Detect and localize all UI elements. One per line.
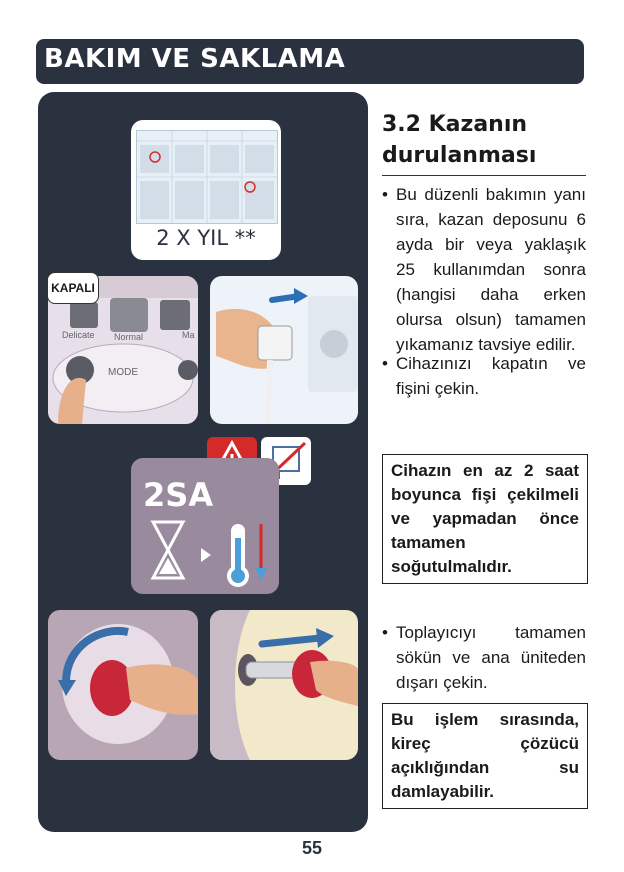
knob-pull-image <box>210 610 358 760</box>
mode-button-label: MODE <box>108 367 138 378</box>
warning-box: Cihazın en az 2 saat boyunca fişi çekilmeli ve yapmadan önce tamamen soğutulmalıdır. <box>382 454 588 584</box>
page-number: 55 <box>301 838 323 858</box>
bullet-dot: • <box>382 623 388 642</box>
bullet-text: Toplayıcıyı tamamen sökün ve ana üniteden dışarı çekin. <box>396 623 586 692</box>
knob-pull-illustration <box>210 610 358 760</box>
mode-label-delicate: Delicate <box>62 330 95 340</box>
note-box: Bu işlem sırasında, kireç çözücü açıklığından su damlayabilir. <box>382 703 588 809</box>
section-title: 3.2 Kazanın durulanması <box>382 109 586 176</box>
plug-illustration <box>210 276 358 424</box>
power-off-badge: KAPALI <box>47 272 99 304</box>
bullet-item <box>382 182 586 357</box>
mode-label-normal: Normal <box>114 332 144 342</box>
cooldown-illustration <box>131 458 279 594</box>
bullet-text: Cihazınızı kapatın ve fişini çekin. <box>396 354 586 398</box>
calendar-label: 2 X YIL ** <box>156 226 256 250</box>
header-title: BAKIM VE SAKLAMA <box>44 44 346 74</box>
knob-rotate-illustration <box>48 610 198 760</box>
knob-rotate-image <box>48 610 198 760</box>
bullet-item <box>382 620 586 695</box>
arrow-right-icon <box>201 548 211 562</box>
calendar-icon <box>137 131 277 223</box>
cooldown-card <box>131 458 279 594</box>
bullet-item <box>382 351 586 401</box>
bullet-dot: • <box>382 185 388 204</box>
bullet-text: Bu düzenli bakımın yanı sıra, kazan deposunu 6 ayda bir veya yaklaşık 25 kullanımdan sonra (hangisi daha erken olursa olsun) tamamen yıkamanız tavsiye edilir. <box>396 185 586 354</box>
section-header <box>36 39 584 84</box>
mode-label-ma: Ma <box>182 330 195 340</box>
calendar-card <box>131 120 281 260</box>
cooldown-time-label: 2SA <box>143 476 214 514</box>
bullet-dot: • <box>382 354 388 373</box>
unplug-image <box>210 276 358 424</box>
calendar-grid <box>136 130 278 224</box>
